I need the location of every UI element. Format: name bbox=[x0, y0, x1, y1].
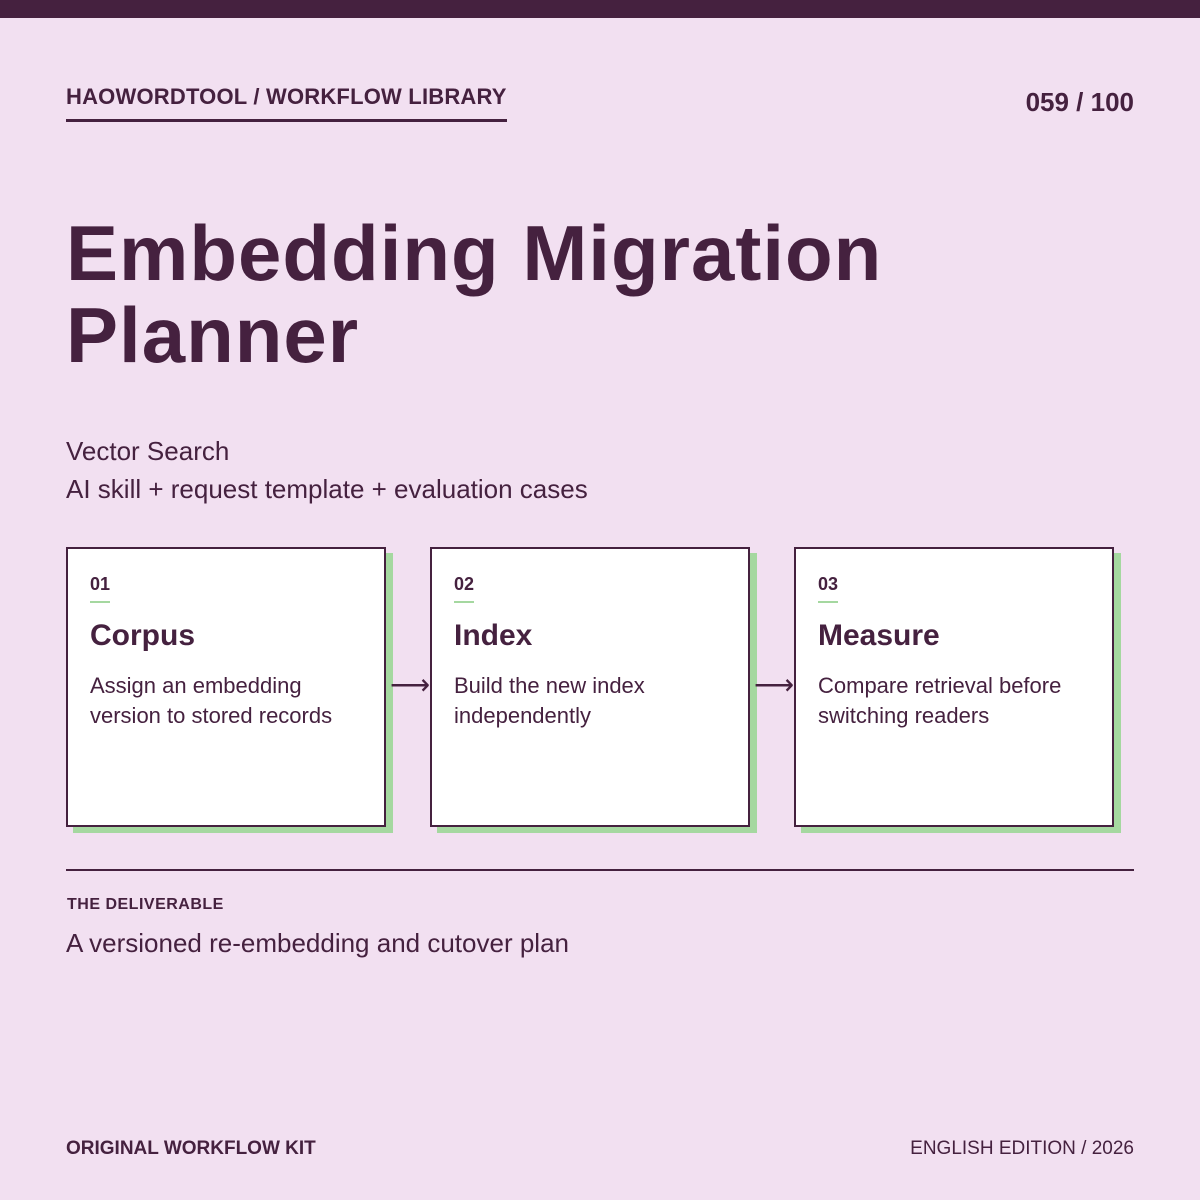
title-line-1: Embedding Migration bbox=[66, 209, 883, 297]
step-title: Corpus bbox=[90, 619, 195, 652]
step-card-measure bbox=[794, 547, 1114, 827]
step-title: Index bbox=[454, 619, 533, 652]
subtitle-category: Vector Search bbox=[66, 436, 230, 466]
step-card-index bbox=[430, 547, 750, 827]
step-number: 01 bbox=[90, 574, 110, 603]
step-card-corpus bbox=[66, 547, 386, 827]
header-brand: HAOWORDTOOL / WORKFLOW LIBRARY bbox=[66, 84, 507, 122]
step-number: 02 bbox=[454, 574, 474, 603]
step-number: 03 bbox=[818, 574, 838, 603]
deliverable-label: THE DELIVERABLE bbox=[67, 896, 224, 913]
subtitle bbox=[66, 432, 588, 508]
page-title bbox=[66, 209, 1146, 379]
arrow-right-icon: ⟶ bbox=[390, 669, 431, 700]
page-counter: 059 / 100 bbox=[1025, 87, 1134, 117]
step-title: Measure bbox=[818, 619, 940, 652]
step-description: Build the new index independently bbox=[454, 673, 645, 728]
arrow-right-icon: ⟶ bbox=[754, 669, 795, 700]
workflow-steps bbox=[66, 547, 1126, 837]
title-line-2: Planner bbox=[66, 291, 360, 379]
footer-edition-label: ENGLISH EDITION / 2026 bbox=[910, 1138, 1134, 1159]
step-description: Assign an embedding version to stored records bbox=[90, 673, 333, 728]
top-bar bbox=[0, 0, 1200, 18]
deliverable-text: A versioned re-embedding and cutover plan bbox=[66, 928, 569, 958]
section-divider bbox=[66, 869, 1134, 871]
subtitle-components: AI skill + request template + evaluation cases bbox=[66, 474, 588, 504]
step-description: Compare retrieval before switching readers bbox=[818, 673, 1062, 728]
footer-kit-label: ORIGINAL WORKFLOW KIT bbox=[66, 1138, 316, 1159]
